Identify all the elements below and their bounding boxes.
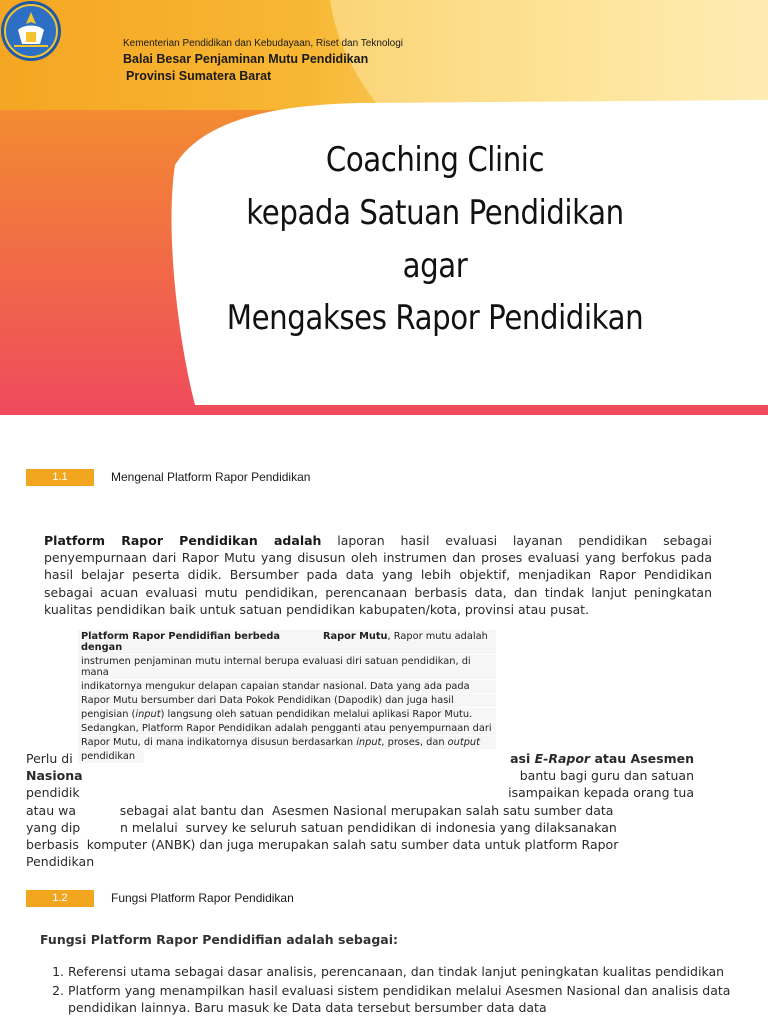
overlay-row-7-a: Rapor Mutu, di mana indikatornya disusun berdasarkan — [81, 737, 357, 748]
overlay-row-4: Rapor Mutu bersumber dari Data Pokok Pendidikan (Dapodik) dan juga hasil — [78, 694, 496, 707]
section-1-paragraph — [44, 532, 712, 618]
section-1-title: Mengenal Platform Rapor Pendidikan — [111, 470, 311, 484]
p2-line-5: yang dip n melalui survey ke seluruh satuan pendidikan di indonesia yang dilaksanakan — [26, 819, 617, 835]
overlay-row-7-b: , proses, dan — [381, 737, 448, 748]
p2-line-1-bold: asi — [510, 751, 535, 766]
overlay-row-5-a: pengisian ( — [81, 709, 136, 720]
overlay-row-7-input: input — [356, 737, 382, 748]
p2-line-7: Pendidikan — [26, 854, 95, 870]
p2-line-6: berbasis komputer (ANBK) dan juga merupakan salah satu sumber data untuk platform Rapor — [26, 837, 619, 853]
overlay-row-8: pendidikan — [78, 750, 144, 763]
overlay-row-1-left: Platform Rapor Pendidifian berbeda dengan — [81, 631, 280, 653]
province-name: Provinsi Sumatera Barat — [126, 69, 272, 83]
section-2-title: Fungsi Platform Rapor Pendidikan — [111, 891, 294, 905]
p2-line-2-end: bantu bagi guru dan satuan — [519, 768, 694, 784]
overlay-text-box — [78, 630, 496, 764]
p2-line-2-start: Nasiona — [26, 768, 83, 784]
p2-line-1-end: atau Asesmen — [590, 751, 694, 766]
p2-line-3-end: isampaikan kepada orang tua — [508, 785, 694, 801]
overlay-row-7 — [78, 736, 496, 749]
overlay-row-5-italic: input — [135, 709, 161, 720]
ministry-logo-icon — [0, 0, 62, 62]
p2-line-3-start: pendidik — [26, 785, 80, 801]
list-item: 2. Platform yang menampilkan hasil evaluasi sistem pendidikan melalui Asesmen Nasional dan analisis data pendidikan lainnya. Baru masuk ke Data data tersebut bersumber data data — [68, 982, 740, 1016]
overlay-row-6: Sedangkan, Platform Rapor Pendidikan adalah pengganti atau penyempurnaan dari — [78, 722, 496, 735]
ministry-name: Kementerian Pendidikan dan Kebudayaan, Riset dan Teknologi — [123, 38, 404, 49]
header-banner — [0, 0, 768, 415]
title-line-1: Coaching Clinic — [325, 140, 545, 180]
list-item: 1. Referensi utama sebagai dasar analisis, perencanaan, dan tindak lanjut peningkatan kualitas pendidikan — [68, 963, 740, 980]
overlay-row-1-right: , Rapor mutu adalah — [387, 631, 488, 642]
overlay-row-5 — [78, 708, 496, 721]
p2-line-4: atau wa sebagai alat bantu dan Asesmen Nasional merupakan salah satu sumber data — [26, 802, 614, 818]
section-2-heading: Fungsi Platform Rapor Pendidifian adalah sebagai: — [40, 932, 398, 947]
function-list — [38, 963, 740, 1018]
title-line-4: Mengakses Rapor Pendidikan — [226, 298, 644, 338]
title-line-2: kepada Satuan Pendidikan — [246, 193, 624, 233]
overlay-row-3: indikatornya mengukur delapan capaian standar nasional. Data yang ada pada — [78, 680, 496, 693]
paragraph-body: laporan hasil evaluasi layanan pendidikan sebagai penyempurnaan dari Rapor Mutu yang disusun oleh instrumen dan proses evaluasi yang berfokus pada hasil belajar peserta didik. Bersumber pada data yang lebih objektif, menjadikan Rapor Pendidikan sebagai acuan evaluasi mutu pendidikan, perencanaan berbasis data, dan tindak lanjut peningkatan kualitas pendidikan baik untuk satuan pendidikan kabupaten/kota, provinsi atau pusat. — [44, 533, 712, 617]
p2-line-1-erapor: E-Rapor — [534, 751, 591, 766]
p2-line-1-start: Perlu di — [26, 751, 73, 766]
overlay-row-5-b: ) langsung oleh satuan pendidikan melalui aplikasi Rapor Mutu. — [160, 709, 473, 720]
institution-name: Balai Besar Penjaminan Mutu Pendidikan — [123, 52, 369, 66]
title-line-3: agar — [402, 246, 468, 286]
overlay-row-7-output: output — [447, 737, 480, 748]
paragraph-lead: Platform Rapor Pendidikan adalah — [44, 533, 322, 548]
section-1-paragraph-2 — [26, 750, 694, 870]
overlay-row — [78, 630, 496, 654]
overlay-row-2: instrumen penjaminan mutu internal berupa evaluasi diri satuan pendidikan, di mana — [78, 655, 496, 679]
section-1-number: 1.1 — [26, 469, 94, 486]
section-2-number: 1.2 — [26, 890, 94, 907]
overlay-row-1-bold: Rapor Mutu — [323, 631, 388, 642]
